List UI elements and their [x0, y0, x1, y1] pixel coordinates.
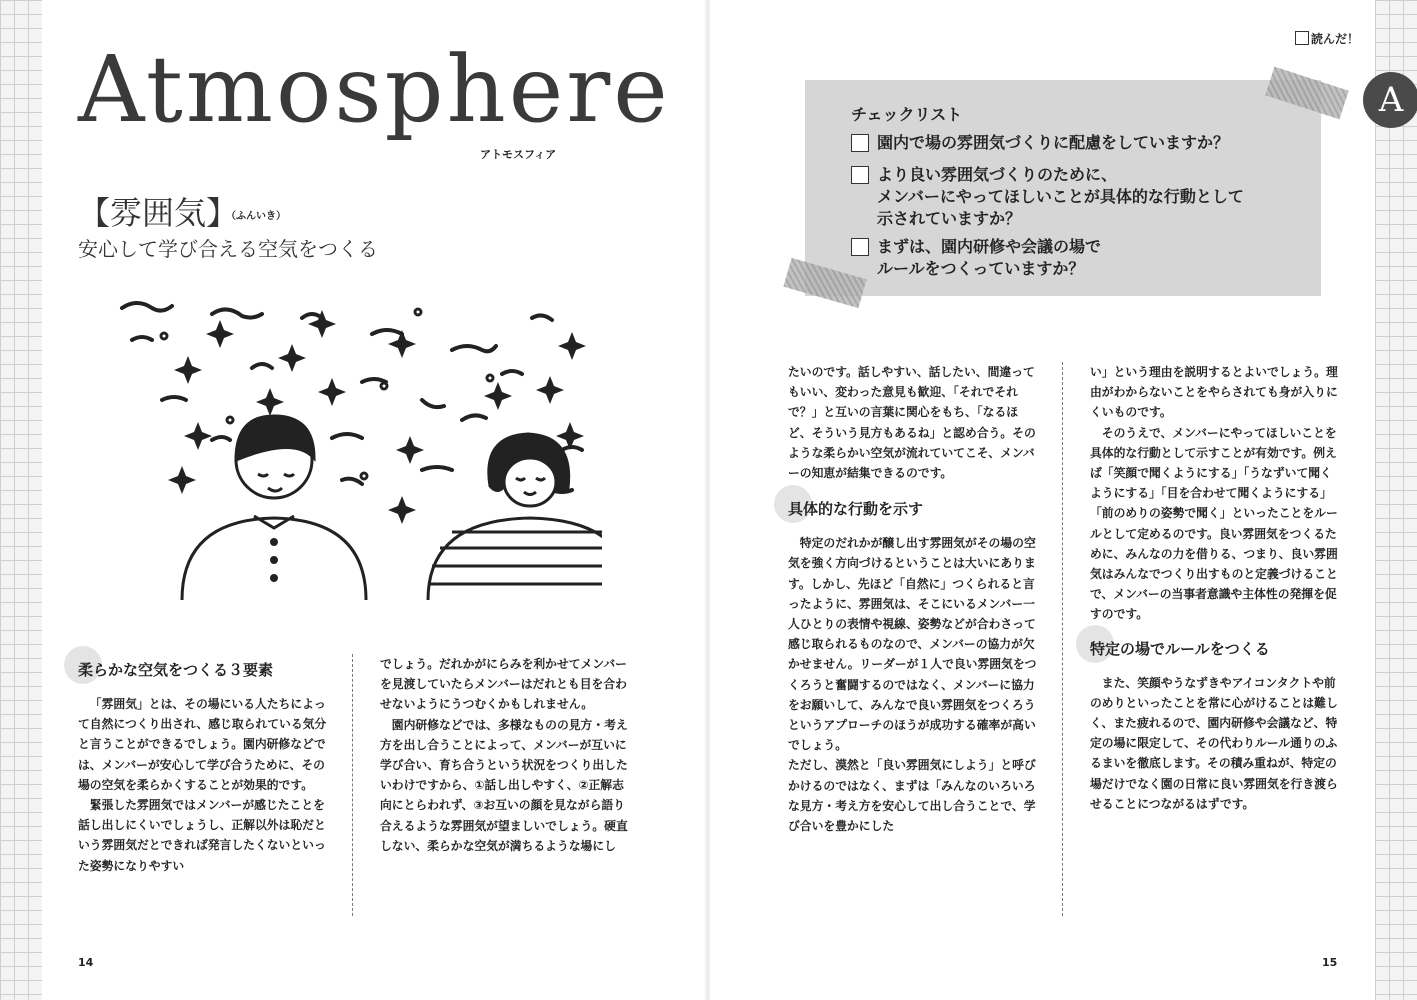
- section-heading-action: 具体的な行動を示す: [788, 495, 1038, 523]
- checklist-box: チェックリスト 園内で場の雰囲気づくりに配慮をしていますか？ より良い雰囲気づくりのために、 メンバーにやってほしいことが具体的な行動として 示されていますか？ まずは、園内研修や会議の場で ルールをつくっていますか？: [805, 80, 1321, 296]
- paragraph: 特定のだれかが醸し出す雰囲気がその場の空気を強く方向づけるということは大いにあります。しかし、先ほど「自然に」つくられると言ったように、雰囲気は、そこにいるメンバー一人ひとりの表情や視線、姿勢などが合わさって感じ取られるものなので、メンバーの協力が欠かせません。リーダーが１人で良い雰囲気をつくろうと奮闘するのではなく、メンバーに協力をお願いして、みんなで良い雰囲気をつくろうというアプローチのほうが成功する確率が高いでしょう。: [788, 536, 1037, 753]
- subtitle: 安心して学び合える空気をつくる: [78, 237, 378, 261]
- text-column-1: [78, 652, 332, 876]
- column-divider: [1062, 362, 1063, 916]
- section-badge: A: [1363, 72, 1417, 128]
- term-heading: 【雰囲気】: [78, 194, 239, 232]
- checkbox-icon[interactable]: [1295, 31, 1309, 45]
- page-title: Atmosphere: [78, 36, 671, 143]
- illustration-two-people: [102, 290, 602, 610]
- paragraph: い」という理由を説明するとよいでしょう。理由がわからないことをやらされても身が入りにくいものです。: [1090, 365, 1338, 420]
- paragraph: ただし、漠然と「良い雰囲気にしよう」と呼びかけるのではなく、まずは「みんなのいろいろな見方・考え方を安心して出し合うことで、学び合いを豊かにした: [788, 758, 1036, 834]
- grid-margin-left: [0, 0, 42, 1000]
- page-number-right: 15: [1322, 956, 1338, 969]
- paragraph: でしょう。だれかがにらみを利かせてメンバーを見渡していたらメンバーはだれとも目を合わせないようにうつむくかもしれません。: [380, 657, 627, 712]
- title-kana: アトモスフィア: [480, 148, 557, 161]
- paragraph: また、笑顔やうなずきやアイコンタクトや前のめりといったことを常に心がけることは難しく、また疲れるので、園内研修や会議など、特定の場に限定して、その代わりルール通りのふるまいを徹底します。その積み重ねが、特定の場だけでなく園の日常に良い雰囲気を行き渡らせることにつながるはずです。: [1090, 675, 1338, 811]
- page-number-left: 14: [78, 956, 94, 969]
- read-check[interactable]: 読んだ！: [1295, 30, 1359, 47]
- section-heading-rules: 特定の場でルールをつくる: [1090, 635, 1342, 663]
- checklist-title: チェックリスト: [851, 105, 963, 124]
- checkbox-icon[interactable]: [851, 238, 869, 256]
- checkbox-icon[interactable]: [851, 134, 869, 152]
- paragraph: 緊張した雰囲気ではメンバーが感じたことを話し出しにくいでしょうし、正解以外は恥だという雰囲気だとできれば発言したくないといった姿勢になりやすい: [78, 798, 326, 873]
- left-page: [42, 0, 708, 1000]
- grid-margin-right: [1375, 0, 1417, 1000]
- text-column-4: [1090, 362, 1342, 814]
- person-girl: [428, 434, 602, 600]
- paragraph: 園内研修などでは、多様なものの見方・考え方を出し合うことによって、メンバーが互いに学び合い、育ち合うという状況をつくり出したいわけですから、①話し出しやすく、②正解志向にとらわれず、③お互いの顔を見ながら語り合えるような雰囲気が望ましいでしょう。硬直しない、柔らかな空気が満ちるような場にし: [380, 717, 628, 853]
- paragraph: たいのです。話しやすい、話したい、間違ってもいい、変わった意見も歓迎、「それでそれで？」と互いの言葉に関心をもち、「なるほど、そういう見方もあるね」と認め合う。そのような柔らかい空気が流れていてこそ、メンバーの知恵が結集できるのです。: [788, 365, 1036, 481]
- paragraph: そのうえで、メンバーにやってほしいことを具体的な行動として示すことが有効です。例えば「笑顔で聞くようにする」「うなずいて聞くようにする」「目を合わせて聞くようにする」「前のめりの姿勢で聞く」といったことをルールとして定めるのです。良い雰囲気をつくるために、みんなの力を借りる、つまり、良い雰囲気はみんなでつくり出すものと定義づけることで、メンバーの当事者意識や主体性の発揮を促すのです。: [1090, 425, 1338, 622]
- section-heading-elements: 柔らかな空気をつくる３要素: [78, 656, 332, 684]
- paragraph: 「雰囲気」とは、その場にいる人たちによって自然につくり出され、感じ取られている気分と言うことができるでしょう。園内研修などでは、メンバーが安心して学び合うために、その場の空気を柔らかくすることが効果的です。: [78, 697, 327, 792]
- person-boy: [182, 416, 366, 600]
- text-column-2: [380, 654, 634, 856]
- text-column-3: [788, 362, 1038, 836]
- right-page: [710, 0, 1404, 1000]
- column-divider: [352, 654, 353, 916]
- term-reading: （ふんいき）: [226, 211, 286, 222]
- checkbox-icon[interactable]: [851, 166, 869, 184]
